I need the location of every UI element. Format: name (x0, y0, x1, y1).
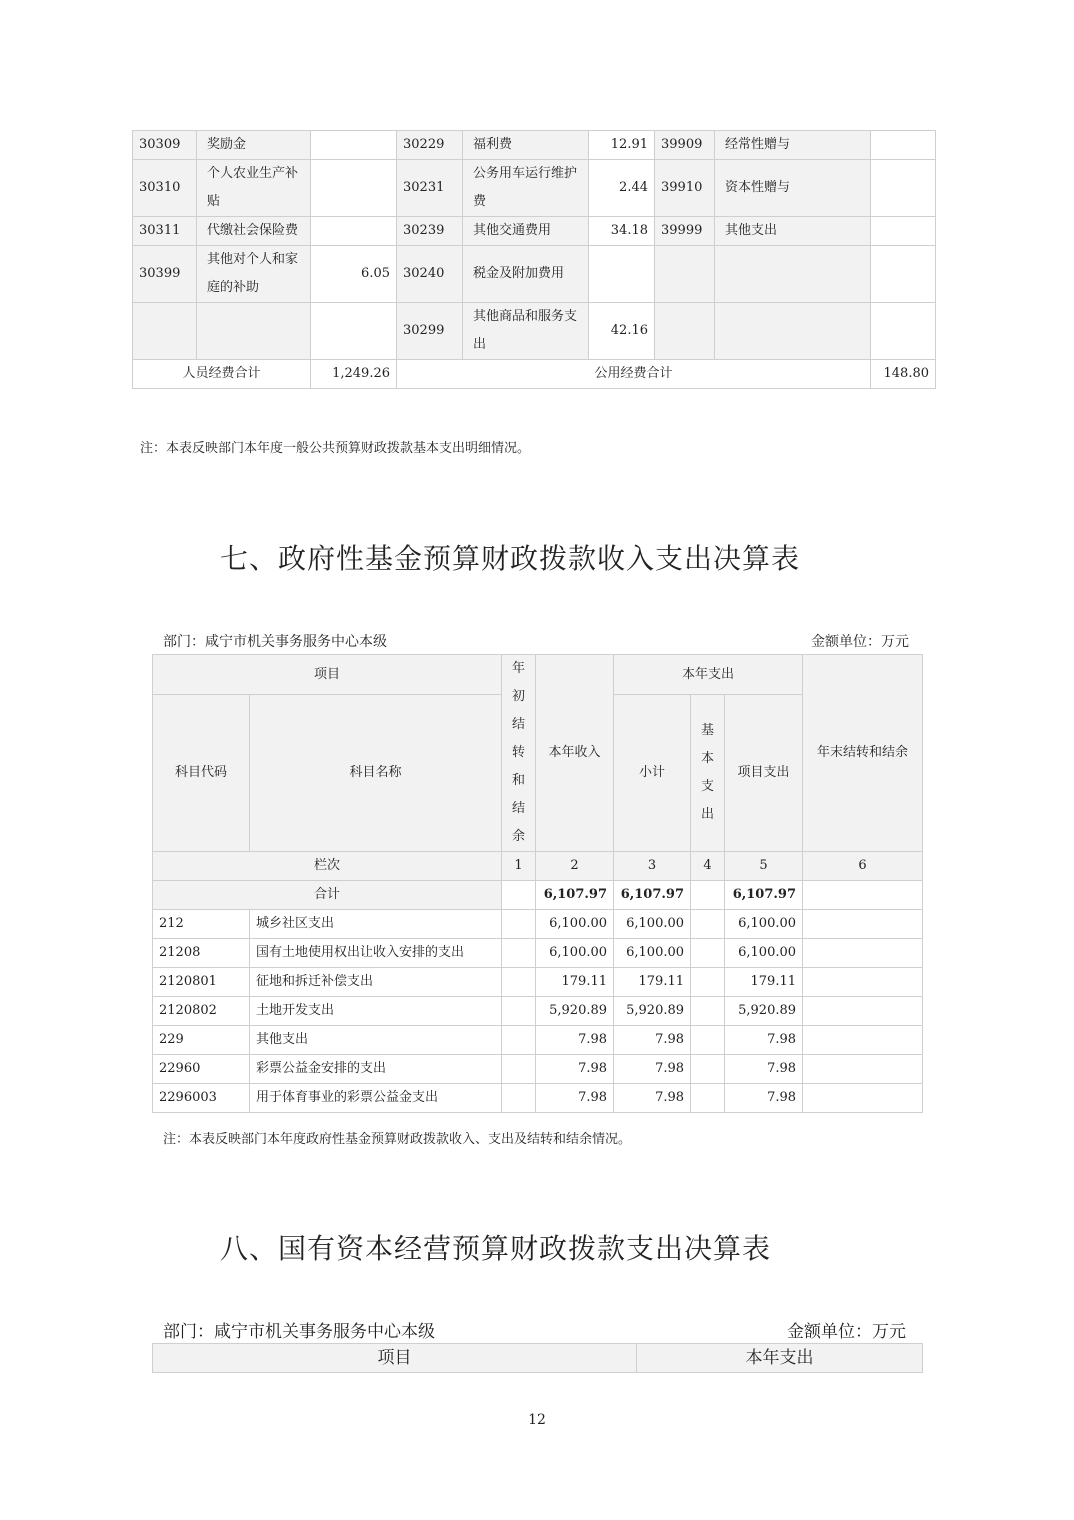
table2-note: 注：本表反映部门本年度政府性基金预算财政拨款收入、支出及结转和结余情况。 (163, 1132, 632, 1147)
cell-name: 其他支出 (715, 217, 871, 246)
col-num: 1 (502, 852, 536, 881)
gov-fund-table (152, 654, 923, 1113)
col-num: 4 (691, 852, 725, 881)
cell-subtotal: 6,100.00 (614, 939, 691, 968)
cell-code: 2120801 (153, 968, 250, 997)
cell-subtotal: 179.11 (614, 968, 691, 997)
cell-code: 2296003 (153, 1084, 250, 1113)
table1-row (133, 303, 936, 360)
cell-amount (311, 217, 397, 246)
cell-code: 30309 (133, 131, 197, 160)
table1-row (133, 217, 936, 246)
total-personnel-value: 1,249.26 (311, 360, 397, 389)
col-label: 栏次 (153, 852, 502, 881)
cell-name: 用于体育事业的彩票公益金支出 (250, 1084, 502, 1113)
cell-amount: 42.16 (589, 303, 655, 360)
cell-empty (691, 997, 725, 1026)
section8-unit: 金额单位：万元 (787, 1322, 906, 1342)
cell-amount (871, 246, 936, 303)
cell-income: 7.98 (536, 1055, 614, 1084)
cell-empty (502, 910, 536, 939)
cell-project: 7.98 (725, 1026, 803, 1055)
cell-amount: 6.05 (311, 246, 397, 303)
cell-income: 7.98 (536, 1084, 614, 1113)
column-number-row (153, 852, 923, 881)
cell-code: 2120802 (153, 997, 250, 1026)
total-public-value: 148.80 (871, 360, 936, 389)
cell-code: 30239 (397, 217, 463, 246)
header-item: 项目 (153, 655, 502, 695)
table-row (153, 939, 923, 968)
cell-name: 个人农业生产补贴 (197, 160, 311, 217)
cell-name: 资本性赠与 (715, 160, 871, 217)
cell-name: 国有土地使用权出让收入安排的支出 (250, 939, 502, 968)
page-number: 12 (528, 1412, 546, 1428)
cell-income: 6,100.00 (536, 910, 614, 939)
col-num: 5 (725, 852, 803, 881)
table-row (153, 1055, 923, 1084)
cell-name: 其他对个人和家庭的补助 (197, 246, 311, 303)
cell-code (655, 246, 715, 303)
table1-row (133, 160, 936, 217)
total-public-label: 公用经费合计 (397, 360, 871, 389)
cell-name (197, 303, 311, 360)
cell-code: 30240 (397, 246, 463, 303)
cell-name: 福利费 (463, 131, 589, 160)
cell-name: 其他交通费用 (463, 217, 589, 246)
cell-name: 彩票公益金安排的支出 (250, 1055, 502, 1084)
cell-project: 6,100.00 (725, 910, 803, 939)
cell-empty (502, 968, 536, 997)
col-num: 2 (536, 852, 614, 881)
cell-code: 30399 (133, 246, 197, 303)
cell-empty (803, 968, 923, 997)
cell-name: 其他商品和服务支出 (463, 303, 589, 360)
table-row (153, 1026, 923, 1055)
total-subtotal: 6,107.97 (614, 881, 691, 910)
cell-project: 7.98 (725, 1055, 803, 1084)
basic-expenditure-table (132, 130, 936, 389)
cell-amount: 12.91 (589, 131, 655, 160)
cell-name: 征地和拆迁补偿支出 (250, 968, 502, 997)
cell-empty (691, 1084, 725, 1113)
table1-row (133, 246, 936, 303)
cell-empty (502, 1055, 536, 1084)
cell-name (715, 303, 871, 360)
cell-empty (803, 939, 923, 968)
cell-code (133, 303, 197, 360)
cell-name: 其他支出 (250, 1026, 502, 1055)
cell-empty (502, 1026, 536, 1055)
section7-title: 七、政府性基金预算财政拨款收入支出决算表 (220, 542, 801, 575)
cell-amount (871, 217, 936, 246)
total-label: 合计 (153, 881, 502, 910)
cell-empty (691, 1026, 725, 1055)
col-num: 3 (614, 852, 691, 881)
cell-subtotal: 7.98 (614, 1084, 691, 1113)
cell-code: 39999 (655, 217, 715, 246)
cell-code: 30310 (133, 160, 197, 217)
cell-income: 179.11 (536, 968, 614, 997)
cell-amount (311, 303, 397, 360)
cell-empty (502, 939, 536, 968)
cell-amount (871, 131, 936, 160)
cell-code: 30299 (397, 303, 463, 360)
header-closing: 年末结转和结余 (803, 655, 923, 852)
cell-project: 179.11 (725, 968, 803, 997)
cell-code: 30231 (397, 160, 463, 217)
cell-amount (871, 160, 936, 217)
table1-row (133, 131, 936, 160)
header-basic: 基 本 支 出 (691, 695, 725, 852)
cell-subtotal: 7.98 (614, 1026, 691, 1055)
header-code: 科目代码 (153, 695, 250, 852)
cell-project: 5,920.89 (725, 997, 803, 1026)
table-row (153, 997, 923, 1026)
total-project: 6,107.97 (725, 881, 803, 910)
cell-income: 5,920.89 (536, 997, 614, 1026)
cell-subtotal: 7.98 (614, 1055, 691, 1084)
total-row (153, 881, 923, 910)
header-name: 科目名称 (250, 695, 502, 852)
cell-code: 30311 (133, 217, 197, 246)
cell-amount (871, 303, 936, 360)
section7-unit: 金额单位：万元 (811, 634, 909, 650)
table-row (153, 968, 923, 997)
cell-empty (691, 968, 725, 997)
cell-project: 7.98 (725, 1084, 803, 1113)
header-expense: 本年支出 (637, 1344, 923, 1373)
cell-code: 39909 (655, 131, 715, 160)
cell-empty (803, 1055, 923, 1084)
total-personnel-label: 人员经费合计 (133, 360, 311, 389)
cell-empty (803, 1026, 923, 1055)
cell-code (655, 303, 715, 360)
cell-subtotal: 6,100.00 (614, 910, 691, 939)
table-row (153, 910, 923, 939)
cell-empty (803, 997, 923, 1026)
table1-note: 注：本表反映部门本年度一般公共预算财政拨款基本支出明细情况。 (140, 441, 531, 456)
cell-empty (691, 1055, 725, 1084)
section7-dept: 部门：咸宁市机关事务服务中心本级 (163, 634, 387, 650)
cell-income: 6,100.00 (536, 939, 614, 968)
cell-amount: 34.18 (589, 217, 655, 246)
table-row (153, 1084, 923, 1113)
cell-empty (691, 910, 725, 939)
cell-empty (803, 910, 923, 939)
state-capital-table (152, 1343, 923, 1373)
cell-name: 公务用车运行维护费 (463, 160, 589, 217)
cell-name: 城乡社区支出 (250, 910, 502, 939)
cell-amount (311, 131, 397, 160)
cell-code: 22960 (153, 1055, 250, 1084)
section8-dept: 部门：咸宁市机关事务服务中心本级 (163, 1322, 435, 1342)
header-opening: 年 初 结 转 和 结 余 (502, 655, 536, 852)
cell-subtotal: 5,920.89 (614, 997, 691, 1026)
cell-empty (502, 997, 536, 1026)
cell-name: 经常性赠与 (715, 131, 871, 160)
cell-project: 6,100.00 (725, 939, 803, 968)
cell-code: 30229 (397, 131, 463, 160)
cell-code: 21208 (153, 939, 250, 968)
cell-amount (311, 160, 397, 217)
cell-code: 229 (153, 1026, 250, 1055)
header-subtotal: 小计 (614, 695, 691, 852)
total-income: 6,107.97 (536, 881, 614, 910)
cell-name (715, 246, 871, 303)
cell-name: 土地开发支出 (250, 997, 502, 1026)
cell-empty (502, 1084, 536, 1113)
cell-amount (589, 246, 655, 303)
section8-title: 八、国有资本经营预算财政拨款支出决算表 (220, 1232, 772, 1265)
cell-name: 奖励金 (197, 131, 311, 160)
header-expense: 本年支出 (614, 655, 803, 695)
col-num: 6 (803, 852, 923, 881)
cell-income: 7.98 (536, 1026, 614, 1055)
header-income: 本年收入 (536, 655, 614, 852)
header-item: 项目 (153, 1344, 637, 1373)
cell-name: 代缴社会保险费 (197, 217, 311, 246)
cell-amount: 2.44 (589, 160, 655, 217)
header-project: 项目支出 (725, 695, 803, 852)
cell-code: 39910 (655, 160, 715, 217)
cell-name: 税金及附加费用 (463, 246, 589, 303)
cell-empty (691, 939, 725, 968)
table1-total-row (133, 360, 936, 389)
cell-code: 212 (153, 910, 250, 939)
cell-empty (803, 1084, 923, 1113)
